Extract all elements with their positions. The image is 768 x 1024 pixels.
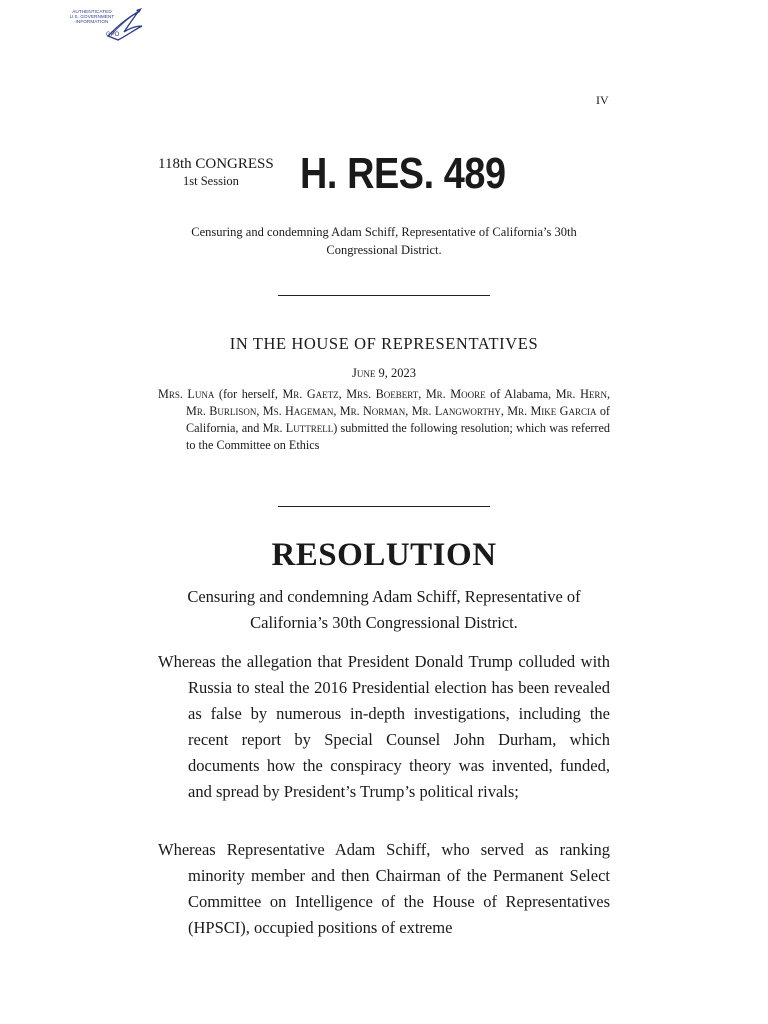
- logo-line: U.S. GOVERNMENT: [69, 14, 115, 20]
- eagle-icon: [102, 6, 146, 46]
- divider-rule: [278, 506, 490, 507]
- sponsor-text: ,: [418, 387, 426, 401]
- whereas-clause: Whereas Representative Adam Schiff, who served as ranking minority member and then Chairman of the Permanent Select Committee on Intelligence of the House of Representatives (HPSCI), occupied positions of extreme: [158, 840, 610, 937]
- sponsor-text: (for herself,: [214, 387, 283, 401]
- sponsor-text: ,: [405, 404, 412, 418]
- session-label: 1st Session: [183, 174, 239, 188]
- chamber-heading: IN THE HOUSE OF REPRESENTATIVES: [229, 334, 539, 353]
- version-code: IV: [596, 93, 609, 107]
- sponsor-text: ,: [500, 404, 508, 418]
- congress-label: 118th CONGRESS: [158, 156, 274, 172]
- sponsor-text: ,: [333, 404, 340, 418]
- sponsor-text: ,: [338, 387, 347, 401]
- sponsor-name: Mr. Gaetz: [282, 387, 339, 401]
- divider-rule: [278, 295, 490, 296]
- introduction-date: June 9, 2023: [352, 366, 416, 380]
- congress-session-block: [158, 156, 286, 190]
- whereas-clause: Whereas the allegation that President Donald Trump colluded with Russia to steal the 2016 Presidential election has been revealed as false by numerous in-depth investigations, including the recent report by Special Counsel John Durham, which documents how the conspiracy theory was invented, funded, and spread by President’s Trump’s political rivals;: [158, 652, 610, 801]
- sponsor-name: Mr. Moore: [425, 387, 486, 401]
- short-title: Censuring and condemning Adam Schiff, Representative of California’s 30th Congressional District.: [191, 225, 577, 257]
- sponsor-name: Mr. Luttrell: [262, 421, 334, 435]
- sponsor-text: ,: [606, 387, 610, 401]
- bill-number: H. RES. 489: [300, 149, 506, 198]
- sponsor-text: of Alabama,: [485, 387, 556, 401]
- logo-line: AUTHENTICATED: [72, 9, 112, 14]
- sponsor-name: Mrs. Luna: [158, 387, 215, 401]
- sponsor-name: Mr. Norman: [339, 404, 406, 418]
- sponsor-name: Mrs. Boebert: [346, 387, 419, 401]
- sponsor-text: ,: [256, 404, 263, 418]
- sponsor-name: Mr. Mike Garcia: [507, 404, 597, 418]
- sponsor-name: Mr. Burlison: [186, 404, 257, 418]
- sponsor-name: Mr. Langworthy: [411, 404, 501, 418]
- sponsors-paragraph: [158, 386, 610, 454]
- sponsor-name: Ms. Hageman: [262, 404, 334, 418]
- gpo-label: GPO: [106, 32, 120, 38]
- resolution-heading: RESOLUTION: [271, 537, 497, 573]
- sponsor-text: of California, and: [186, 404, 610, 435]
- sponsor-text: ) submitted the following resolution; which was referred to the Committee on Ethics: [186, 421, 610, 452]
- sponsor-name: Mr. Hern: [555, 387, 607, 401]
- gpo-authentication-logo: [62, 6, 146, 46]
- resolution-title: Censuring and condemning Adam Schiff, Representative of California’s 30th Congressional District.: [187, 587, 581, 632]
- logo-line: INFORMATION: [75, 19, 109, 25]
